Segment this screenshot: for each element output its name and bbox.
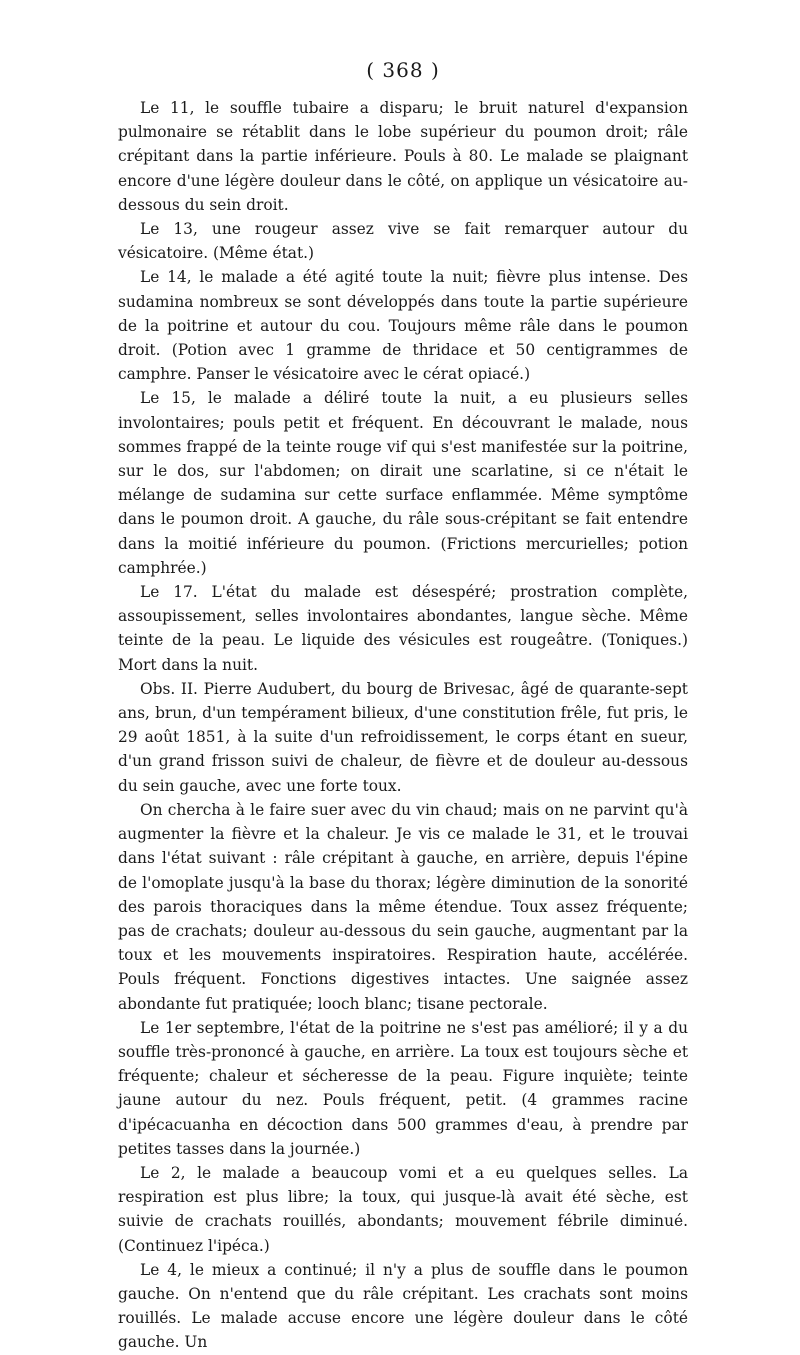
- page-number: ( 368 ): [366, 58, 440, 82]
- paragraph-september-1: Le 1er septembre, l'état de la poitrine ne s'est pas amélioré; il y a du souffle très-prononcé à gauche, en arrière. La toux est toujours sèche et fréquente; chaleur et sécheresse de la peau. Figure inquiète; teinte jaune autour du nez. Pouls fréquent, petit. (4 grammes racine d'ipécacuanha en décoction dans 500 grammes d'eau, à prendre par petites tasses dans la journée.): [118, 1018, 688, 1158]
- paragraph-day-13: Le 13, une rougeur assez vive se fait remarquer autour du vésicatoire. (Même état.): [118, 220, 688, 263]
- paragraph-day-17: Le 17. L'état du malade est désespéré; prostration complète, assoupissement, selles involontaires abondantes, langue sèche. Même teinte de la peau. Le liquide des vésicules est rougeâtre. (Toniques.) Mort dans la nuit.: [118, 583, 688, 674]
- paragraph-treatment: On chercha à le faire suer avec du vin chaud; mais on ne parvint qu'à augmenter la fièvre et la chaleur. Je vis ce malade le 31, et le trouvai dans l'état suivant : râle crépitant à gauche, en arrière, depuis l'épine de l'omoplate jusqu'à la base du thorax; légère diminution de la sonorité des parois thoraciques dans la même étendue. Toux assez fréquente; pas de crachats; douleur au-dessous du sein gauche, augmentant par la toux et les mouvements inspiratoires. Respiration haute, accélérée. Pouls fréquent. Fonctions digestives intactes. Une saignée assez abondante fut pratiquée; looch blanc; tisane pectorale.: [118, 800, 688, 1013]
- paragraph-observation-2: Obs. II. Pierre Audubert, du bourg de Brivesac, âgé de quarante-sept ans, brun, d'un tempérament bilieux, d'une constitution frêle, fut pris, le 29 août 1851, à la suite d'un refroidissement, le corps étant en sueur, d'un grand frisson suivi de chaleur, de fièvre et de douleur au-dessous du sein gauche, avec une forte toux.: [118, 679, 688, 795]
- paragraph-day-2: Le 2, le malade a beaucoup vomi et a eu quelques selles. La respiration est plus libre; la toux, qui jusque-là avait été sèche, est suivie de crachats rouillés, abondants; mouvement fébrile diminué. (Continuez l'ipéca.): [118, 1163, 688, 1255]
- paragraph-day-14: Le 14, le malade a été agité toute la nuit; fièvre plus intense. Des sudamina nombreux se sont développés dans toute la partie supérieure de la poitrine et autour du cou. Toujours même râle dans le poumon droit. (Potion avec 1 gramme de thridace et 50 centigrammes de camphre. Panser le vésicatoire avec le cérat opiacé.): [118, 268, 688, 384]
- paragraph-day-11: Le 11, le souffle tubaire a disparu; le bruit naturel d'expansion pulmonaire se rétablit dans le lobe supérieur du poumon droit; râle crépitant dans la partie inférieure. Pouls à 80. Le malade se plaignant encore d'une légère douleur dans le côté, on applique un vésicatoire au-dessous du sein droit.: [118, 99, 688, 214]
- body-text: [118, 96, 688, 1355]
- paragraph-day-15: Le 15, le malade a déliré toute la nuit, a eu plusieurs selles involontaires; pouls petit et fréquent. En découvrant le malade, nous sommes frappé de la teinte rouge vif qui s'est manifestée sur la poitrine, sur le dos, sur l'abdomen; on dirait une scarlatine, si ce n'était le mélange de sudamina sur cette surface enflammée. Même symptôme dans le poumon droit. A gauche, du râle sous-crépitant se fait entendre dans la moitié inférieure du poumon. (Frictions mercurielles; potion camphrée.): [118, 389, 688, 577]
- paragraph-day-4: Le 4, le mieux a continué; il n'y a plus de souffle dans le poumon gauche. On n'entend que du râle crépitant. Les crachats sont moins rouillés. Le malade accuse encore une légère douleur dans le côté gauche. Un: [118, 1260, 688, 1352]
